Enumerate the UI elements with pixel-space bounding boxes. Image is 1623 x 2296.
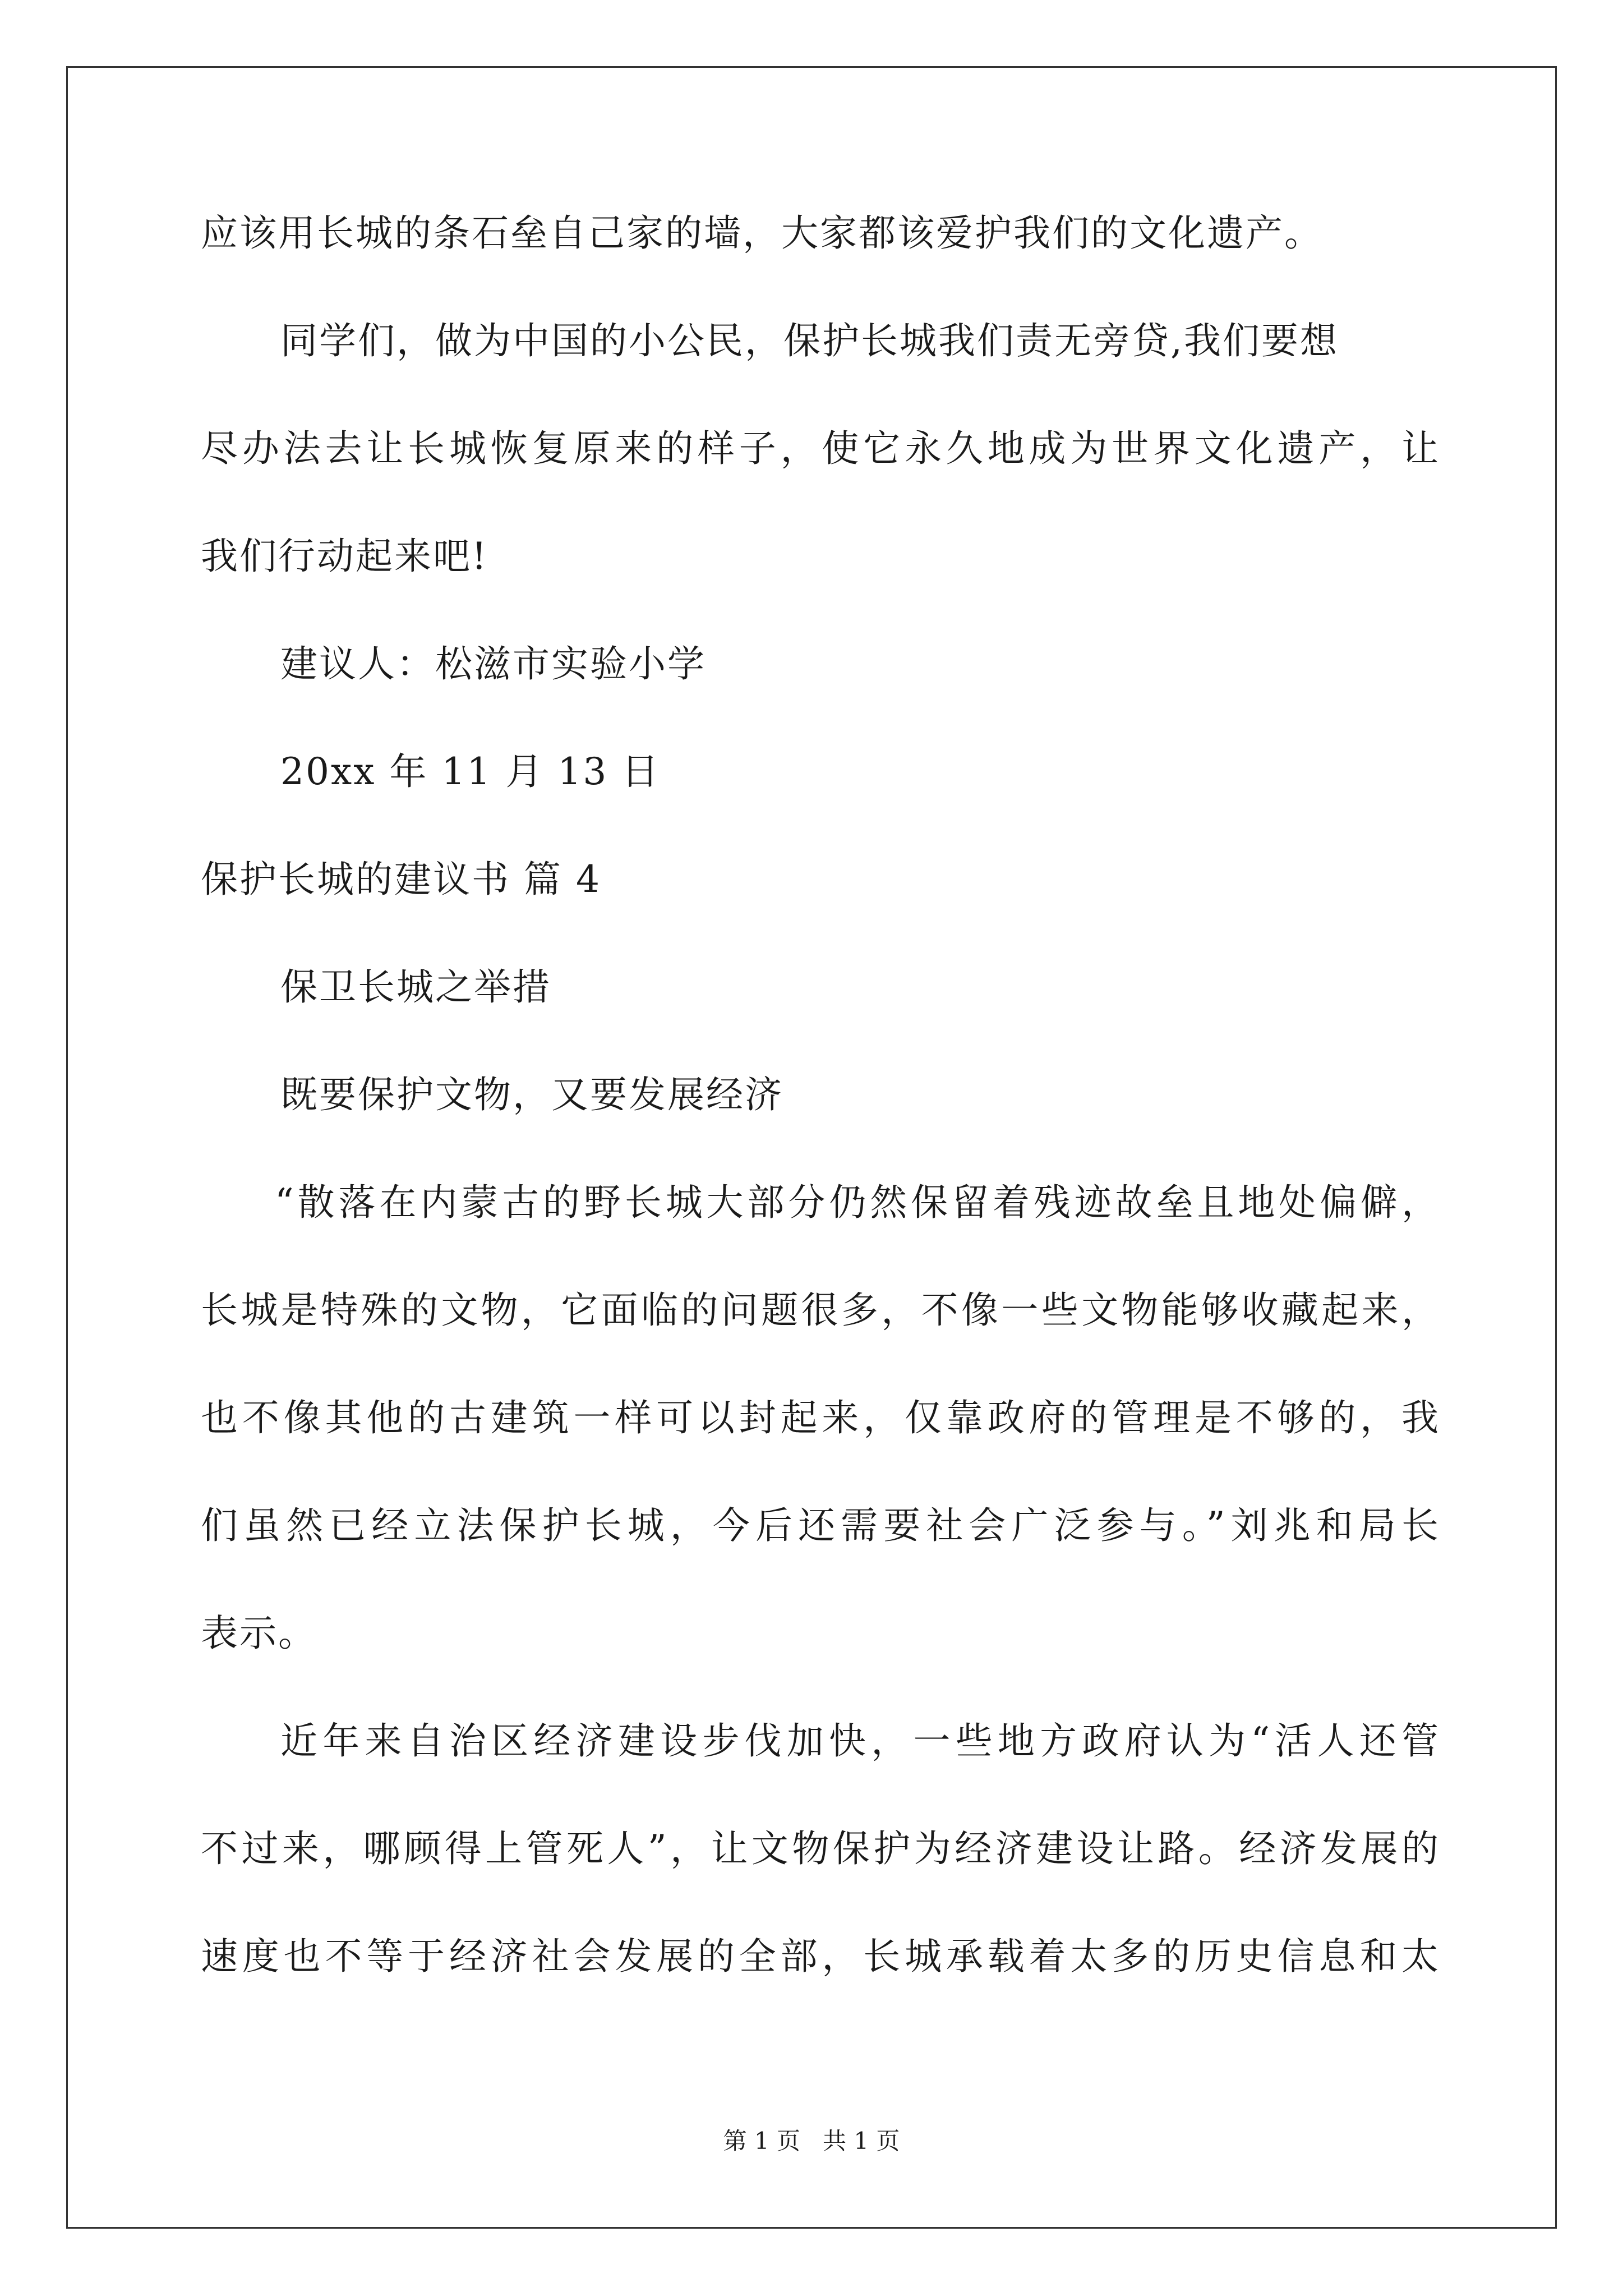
- text-line: 表示。: [201, 1612, 317, 1655]
- text-line: 尽办法去让长城恢复原来的样子，使它永久地成为世界文化遗产，让: [201, 427, 1440, 470]
- text-line: 同学们，做为中国的小公民，保护长城我们责无旁贷,我们要想: [280, 319, 1339, 362]
- text-line: “散落在内蒙古的野长城大部分仍然保留着残迹故垒且地处偏僻，: [275, 1181, 1440, 1224]
- subheading: 既要保护文物，又要发展经济: [280, 1073, 783, 1116]
- page-footer: [0, 2129, 1623, 2153]
- text-line: 近年来自治区经济建设步伐加快，一些地方政府认为“活人还管: [280, 1719, 1440, 1763]
- text-line: 速度也不等于经济社会发展的全部，长城承载着太多的历史信息和太: [201, 1935, 1440, 1978]
- page-number: 第 1 页: [723, 2127, 800, 2155]
- date-line: 20xx 年 11 月 13 日: [280, 750, 661, 793]
- text-line: 也不像其他的古建筑一样可以封起来，仅靠政府的管理是不够的，我: [201, 1396, 1440, 1439]
- section-heading: 保护长城的建议书 篇 4: [201, 858, 601, 901]
- text-line: 我们行动起来吧!: [201, 535, 488, 578]
- document-body: [201, 211, 1440, 2046]
- text-line: 长城是特殊的文物，它面临的问题很多，不像一些文物能够收藏起来，: [201, 1289, 1440, 1332]
- signer-line: 建议人：松滋市实验小学: [280, 642, 706, 685]
- page-total: 共 1 页: [823, 2127, 900, 2155]
- text-line: 应该用长城的条石垒自己家的墙，大家都该爱护我们的文化遗产。: [201, 211, 1323, 255]
- subheading: 保卫长城之举措: [280, 965, 551, 1009]
- text-line: 不过来，哪顾得上管死人”，让文物保护为经济建设让路。经济发展的: [201, 1827, 1440, 1870]
- text-line: 们虽然已经立法保护长城，今后还需要社会广泛参与。”刘兆和局长: [201, 1504, 1440, 1547]
